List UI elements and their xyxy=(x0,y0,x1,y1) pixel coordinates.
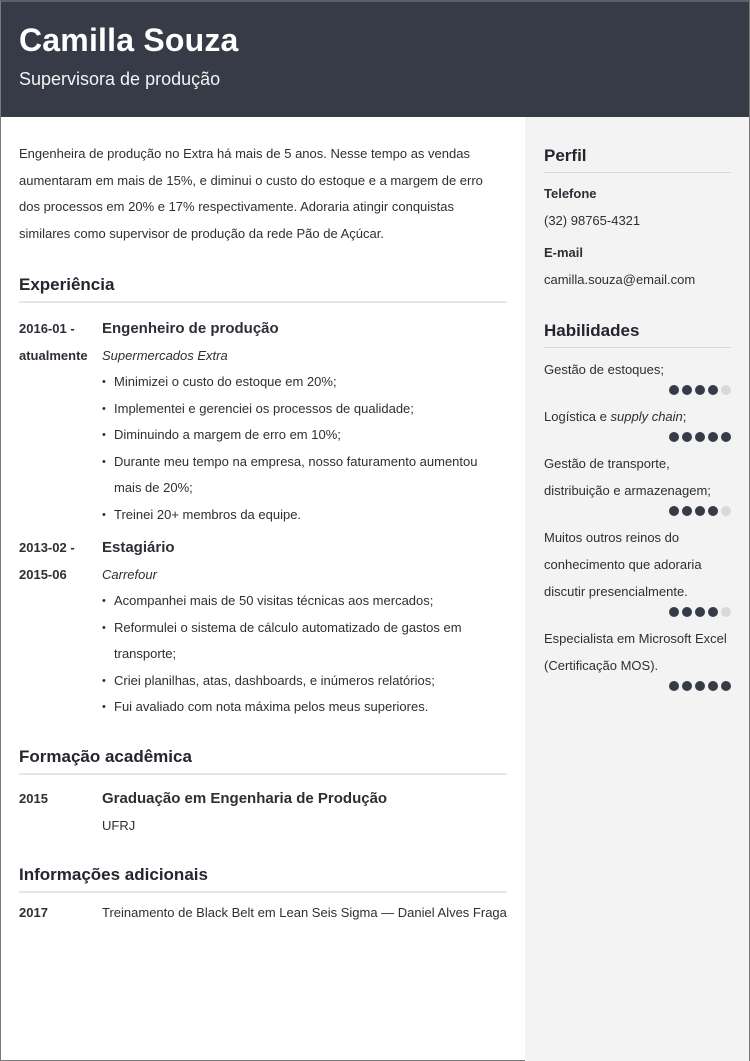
rating-dot-filled-icon xyxy=(669,506,679,516)
skill-item xyxy=(544,450,731,516)
skill-label-italic: supply chain xyxy=(610,409,683,424)
sidebar xyxy=(525,117,749,1061)
list-item: • Criei planilhas, atas, dashboards, e inúmeros relatórios; xyxy=(102,668,507,695)
company-name: Carrefour xyxy=(102,567,157,582)
job-role: Estagiário xyxy=(102,539,175,556)
date-start: 2016-01 - xyxy=(19,321,75,336)
experience-heading: Experiência xyxy=(19,275,507,303)
date-start: 2013-02 - xyxy=(19,540,75,555)
skill-item xyxy=(544,524,731,617)
skill-label-text: Logística e xyxy=(544,409,611,424)
rating-dot-filled-icon xyxy=(721,681,731,691)
summary-text: Engenheira de produção no Extra há mais de 5 anos. Nesse tempo as vendas aumentaram em mais de 15%, e diminui o custo do estoque e a margem de erro dos processos em 20% e 17% respectivamente. Adoraria atingir conquistas similares como supervisor de produção da rede Pão de Açúcar. xyxy=(19,146,483,241)
rating-dot-filled-icon xyxy=(721,432,731,442)
rating-dot-filled-icon xyxy=(708,385,718,395)
achievement-list xyxy=(102,369,507,528)
skill-rating xyxy=(544,385,731,395)
experience-body xyxy=(102,534,507,721)
skills-heading: Habilidades xyxy=(544,321,731,348)
additional-info-text: Treinamento de Black Belt em Lean Seis Sigma — Daniel Alves Fraga xyxy=(102,904,507,920)
skill-item xyxy=(544,625,731,691)
experience-date xyxy=(19,315,102,528)
additional-info-heading: Informações adicionais xyxy=(19,865,507,893)
education-heading: Formação acadêmica xyxy=(19,747,507,775)
list-item: • Diminuindo a margem de erro em 10%; xyxy=(102,422,507,449)
rating-dot-empty-icon xyxy=(721,506,731,516)
experience-entry xyxy=(19,534,507,721)
profile-heading: Perfil xyxy=(544,146,731,173)
skill-label: Especialista em Microsoft Excel (Certificação MOS). xyxy=(544,631,727,673)
skill-rating xyxy=(544,607,731,617)
additional-info-section xyxy=(19,865,507,925)
additional-info-date: 2017 xyxy=(19,904,48,920)
skill-rating xyxy=(544,432,731,442)
resume-header xyxy=(1,2,749,117)
education-body xyxy=(102,785,387,839)
skills-section xyxy=(544,321,731,691)
list-item: • Treinei 20+ membros da equipe. xyxy=(102,502,507,529)
rating-dot-filled-icon xyxy=(682,432,692,442)
skill-label-suffix: ; xyxy=(682,409,687,424)
skill-label xyxy=(544,403,731,430)
list-item: • Fui avaliado com nota máxima pelos meus superiores. xyxy=(102,694,507,721)
rating-dot-filled-icon xyxy=(695,607,705,617)
education-entry xyxy=(19,785,507,839)
list-item: • Implementei e gerenciei os processos de qualidade; xyxy=(102,396,507,423)
email-value: camilla.souza@email.com xyxy=(544,272,696,287)
main-column xyxy=(19,117,507,925)
date-end: atualmente xyxy=(19,348,88,363)
rating-dot-filled-icon xyxy=(682,681,692,691)
education-date: 2015 xyxy=(19,790,48,806)
experience-entry xyxy=(19,315,507,528)
rating-dot-filled-icon xyxy=(682,506,692,516)
rating-dot-filled-icon xyxy=(708,607,718,617)
candidate-name: Camilla Souza xyxy=(19,22,239,58)
rating-dot-filled-icon xyxy=(708,432,718,442)
rating-dot-filled-icon xyxy=(695,681,705,691)
rating-dot-filled-icon xyxy=(695,432,705,442)
candidate-title: Supervisora de produção xyxy=(19,69,221,89)
rating-dot-filled-icon xyxy=(695,385,705,395)
education-section xyxy=(19,747,507,839)
list-item: • Minimizei o custo do estoque em 20%; xyxy=(102,369,507,396)
school-name: UFRJ xyxy=(102,817,136,833)
list-item: • Acompanhei mais de 50 visitas técnicas aos mercados; xyxy=(102,588,507,615)
list-item: • Durante meu tempo na empresa, nosso faturamento aumentou mais de 20%; xyxy=(102,449,507,502)
skill-item xyxy=(544,403,731,442)
rating-dot-filled-icon xyxy=(669,607,679,617)
rating-dot-filled-icon xyxy=(682,385,692,395)
skill-item xyxy=(544,356,731,395)
skill-rating xyxy=(544,506,731,516)
degree-name: Graduação em Engenharia de Produção xyxy=(102,789,388,807)
rating-dot-filled-icon xyxy=(695,506,705,516)
job-role: Engenheiro de produção xyxy=(102,320,279,337)
rating-dot-filled-icon xyxy=(669,681,679,691)
achievement-list xyxy=(102,588,507,721)
email-label: E-mail xyxy=(544,245,584,260)
rating-dot-empty-icon xyxy=(721,607,731,617)
profile-section xyxy=(544,146,731,288)
rating-dot-filled-icon xyxy=(669,385,679,395)
rating-dot-filled-icon xyxy=(682,607,692,617)
company-name: Supermercados Extra xyxy=(102,348,228,363)
rating-dot-filled-icon xyxy=(669,432,679,442)
skill-label: Gestão de estoques; xyxy=(544,362,664,377)
skill-label: Gestão de transporte, distribuição e armazenagem; xyxy=(544,456,711,498)
skill-label: Muitos outros reinos do conhecimento que adoraria discutir presencialmente. xyxy=(544,530,702,599)
experience-date xyxy=(19,534,102,721)
phone-value: (32) 98765-4321 xyxy=(544,213,641,228)
experience-body xyxy=(102,315,507,528)
rating-dot-filled-icon xyxy=(708,681,718,691)
additional-info-entry xyxy=(19,901,507,925)
experience-section xyxy=(19,275,507,721)
rating-dot-filled-icon xyxy=(708,506,718,516)
rating-dot-empty-icon xyxy=(721,385,731,395)
date-end: 2015-06 xyxy=(19,567,67,582)
list-item: • Reformulei o sistema de cálculo automatizado de gastos em transporte; xyxy=(102,615,507,668)
skill-rating xyxy=(544,681,731,691)
phone-label: Telefone xyxy=(544,186,597,201)
